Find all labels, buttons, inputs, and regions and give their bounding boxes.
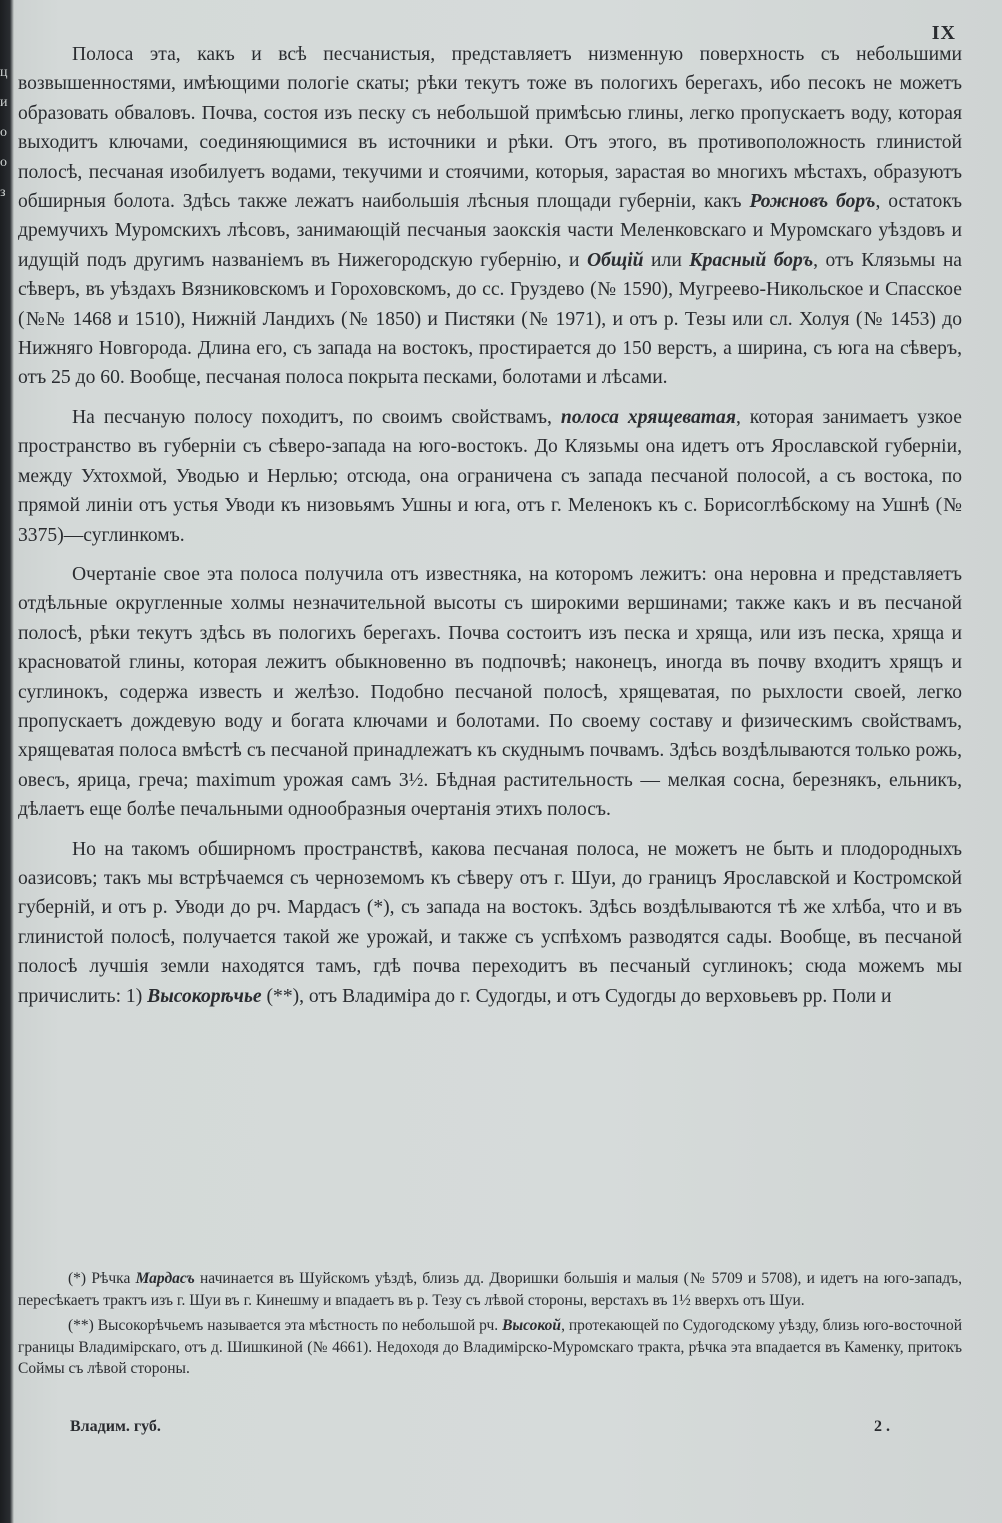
text-run: (*) Рѣчка [68, 1270, 136, 1287]
italic-term: Мардасъ [135, 1270, 195, 1287]
footer-signature: Владим. губ. [70, 1418, 161, 1435]
italic-term: Общій [586, 249, 644, 271]
footnote [18, 1268, 962, 1311]
edge-mark: з [0, 185, 6, 200]
text-run: или [643, 249, 690, 271]
paragraph [18, 403, 962, 550]
italic-term: Высокой [502, 1317, 562, 1334]
paragraph [18, 40, 962, 393]
edge-mark: и [0, 95, 8, 110]
text-run: Полоса эта, какъ и всѣ песчанистыя, представляетъ низменную поверхность съ небольшими возвышенностями, имѣющими пологіе скаты; рѣки текутъ тоже въ пологихъ берегахъ, ибо песокъ не можетъ образовать обваловъ. Почва, состоя изъ песку съ небольшой примѣсью глины, легко пропускаетъ воду, которая выходитъ ключами, соединяющимися въ источники и рѣки. Отъ этого, въ противоположность глинистой полосѣ, песчаная изобилуетъ водами, текучими и стоячими, которыя, зарастая во многихъ мѣстахъ, образуютъ обширныя болота. Здѣсь также лежатъ наибольшія лѣсныя площади губерніи, какъ [18, 44, 962, 213]
footnotes [18, 1268, 962, 1384]
left-edge-marks [0, 58, 12, 208]
footer-sheet-number: 2 . [874, 1418, 890, 1435]
text-run: (**), отъ Владиміра до г. Судогды, и отъ Судогды до верховьевъ рр. Поли и [261, 985, 892, 1007]
main-text [18, 40, 962, 1021]
text-run: , протекающей по Судогодскому уѣзду, близь юго-восточной границы Владимірскаго, отъ д. Шишкиной (№ 4661). Недоходя до Владимірско-Муромскаго тракта, рѣчка эта впадается въ Каменку, притокъ Соймы съ лѣвой стороны. [18, 1317, 962, 1377]
footnote [18, 1315, 962, 1380]
text-run: (**) Высокорѣчьемъ называется эта мѣстность по небольшой рч. [68, 1317, 503, 1334]
footer [70, 1418, 890, 1436]
italic-term: Высокорѣчье [147, 985, 262, 1007]
text-run: Но на такомъ обширномъ пространствѣ, какова песчаная полоса, не можетъ не быть и плодородныхъ оазисовъ; такъ мы встрѣчаемся съ черноземомъ къ сѣверу отъ г. Шуи, до границъ Ярославской и Костромской губерній, и отъ р. Уводи до рч. Мардасъ (*), съ запада на востокъ. Здѣсь воздѣлываются тѣ же хлѣба, что и въ глинистой полосѣ, получается такой же урожай, и также съ успѣхомъ разводятся сады. Вообще, въ песчаной полосѣ лучшія земли находятся тамъ, гдѣ почва переходитъ въ песчаный суглинокъ; сюда можемъ мы причислить: 1) [18, 838, 962, 1007]
text-run: начинается въ Шуйскомъ уѣздѣ, близь дд. Дворишки большія и малыя (№ 5709 и 5708), и идетъ на юго-западъ, пересѣкаетъ трактъ изъ г. Шуи въ г. Кинешму и впадаетъ въ р. Тезу съ лѣвой стороны, верстахъ въ 1½ вверхъ отъ Шуи. [18, 1270, 962, 1309]
edge-mark: о [0, 155, 7, 170]
edge-mark: о [0, 125, 7, 140]
italic-term: Рожновъ боръ [749, 191, 876, 213]
text-run: , отъ Клязьмы на сѣверъ, въ уѣздахъ Вязниковскомъ и Гороховскомъ, до сс. Груздево (№ 1590), Мугреево-Никольское и Спасское (№№ 1468 и 1510), Нижній Ландихъ (№ 1850) и Пистяки (№ 1971), и отъ р. Тезы или сл. Холуя (№ 1453) до Нижняго Новгорода. Длина его, съ запада на востокъ, простирается до 150 верстъ, а ширина, съ юга на сѣверъ, отъ 25 до 60. Вообще, песчаная полоса покрыта песками, болотами и лѣсами. [18, 249, 962, 389]
text-run: , остатокъ дремучихъ Муромскихъ лѣсовъ, занимающій песчаныя заокскія части Меленковскаго и Муромскаго уѣздовъ и идущій подъ другимъ названіемъ въ Нижегородскую губернію, и [18, 191, 963, 271]
page-number: IX [931, 22, 956, 44]
paragraph [18, 560, 962, 825]
italic-term: полоса хрящеватая [560, 406, 736, 428]
text-run: На песчаную полосу походитъ, по своимъ свойствамъ, [72, 406, 561, 428]
italic-term: Красный боръ [689, 249, 814, 271]
paragraph [18, 835, 962, 1011]
edge-mark: ц [0, 65, 8, 80]
text-run: Очертаніе свое эта полоса получила отъ известняка, на которомъ лежитъ: она неровна и представляетъ отдѣльные округленные холмы незначительной высоты съ широкими вершинами; также какъ и въ песчаной полосѣ, рѣки текутъ здѣсь въ пологихъ берегахъ. Почва состоитъ изъ песка и хряща, или изъ песка, хряща и красноватой глины, которая лежитъ обыкновенно въ подпочвѣ; наконецъ, иногда въ почву входитъ хрящъ и суглинокъ, содержа известь и желѣзо. Подобно песчаной полосѣ, хрящеватая, по рыхлости своей, легко пропускаетъ дождевую воду и богата ключами и болотами. По своему составу и физическимъ свойствамъ, хрящеватая полоса вмѣстѣ съ песчаной принадлежатъ къ скуднымъ почвамъ. Здѣсь воздѣлываются только рожь, овесъ, ярица, греча; maximum урожая самъ 3½. Бѣдная растительность — мелкая сосна, березнякъ, ельникъ, дѣлаетъ еще болѣе печальными однообразныя очертанія этихъ полосъ. [18, 563, 962, 821]
text-run: , которая занимаетъ узкое пространство въ губерніи съ сѣверо-запада на юго-востокъ. До Клязьмы она идетъ отъ Ярославской губерніи, между Ухтохмой, Уводью и Нерлью; отсюда, она ограничена съ запада песчаной полосой, а съ востока, по прямой линіи отъ устья Уводи къ низовьямъ Ушны и юга, отъ г. Меленокъ къ с. Борисоглѣбскому на Ушнѣ (№ 3375)—суглинкомъ. [18, 406, 962, 546]
